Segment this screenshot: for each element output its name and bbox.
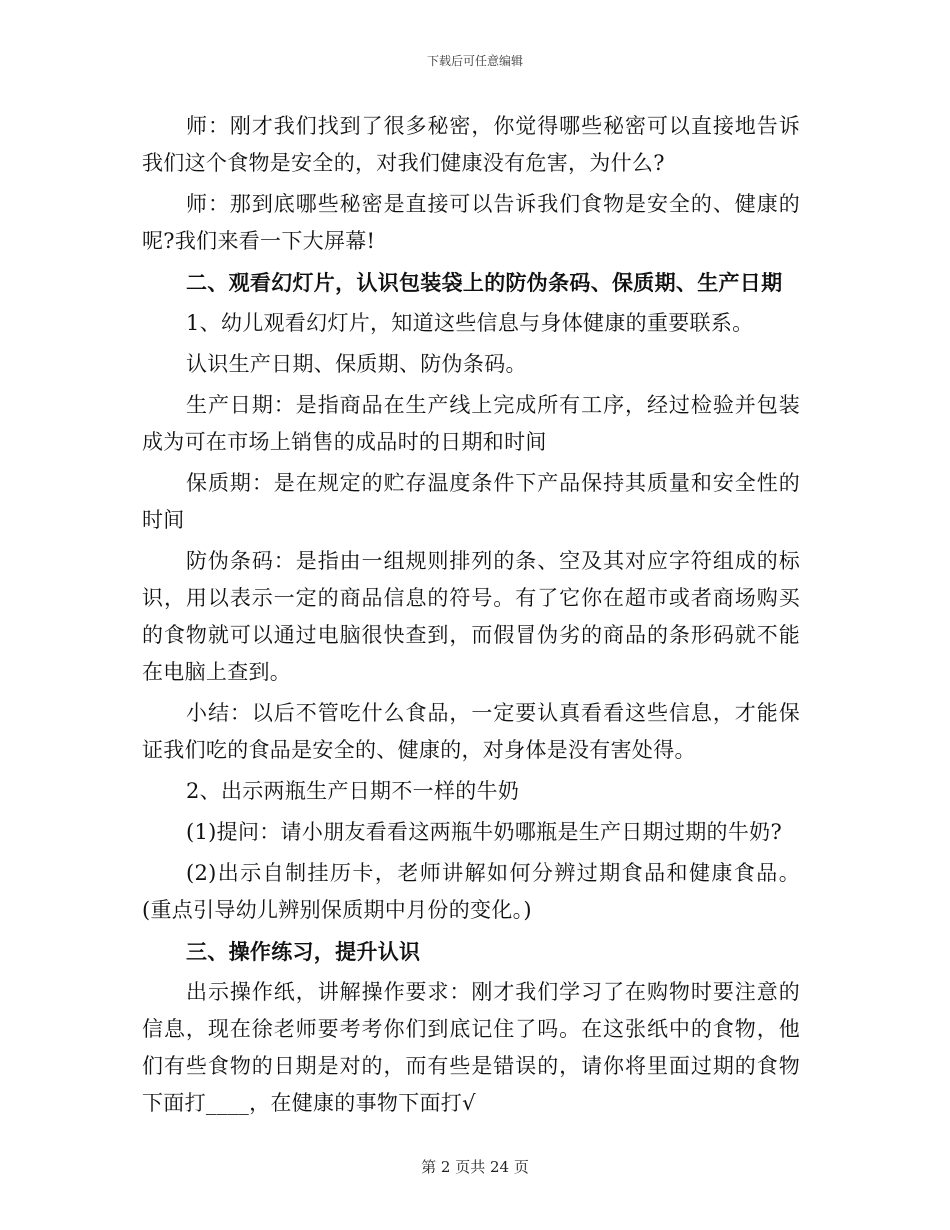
- paragraph-shelf-life: 保质期：是在规定的贮存温度条件下产品保持其质量和安全性的时间: [142, 471, 800, 532]
- paragraph-barcode: 防伪条码：是指由一组规则排列的条、空及其对应字符组成的标识，用以表示一定的商品信息的符号。有了它你在超市或者商场购买的食物就可以通过电脑很快查到，而假冒伪劣的商品的条形码就不能在电脑上查到。: [142, 549, 800, 684]
- paragraph-production-date: 生产日期：是指商品在生产线上完成所有工序，经过检验并包装成为可在市场上销售的成品时的日期和时间: [142, 393, 800, 454]
- page-header: 下载后可任意编辑: [426, 54, 523, 68]
- section-heading-3: 三、操作练习，提升认识: [186, 939, 421, 964]
- paragraph-operation: 出示操作纸，讲解操作要求：刚才我们学习了在购物时要注意的信息，现在徐老师要考考你们到底记住了吗。在这张纸中的食物，他们有些食物的日期是对的，而有些是错误的，请你将里面过期的食物下面打____，在健康的事物下面打√: [142, 980, 800, 1115]
- paragraph-sub-item-2: (2)出示自制挂历卡，老师讲解如何分辨过期食品和健康食品。(重点引导幼儿辨别保质期中月份的变化。): [142, 861, 800, 922]
- document-body: [142, 108, 800, 1122]
- paragraph-item-1: 1、幼儿观看幻灯片，知道这些信息与身体健康的重要联系。: [186, 311, 754, 335]
- paragraph-recognize: 认识生产日期、保质期、防伪条码。: [186, 352, 527, 376]
- paragraph-teacher-question-2: 师：那到底哪些秘密是直接可以告诉我们食物是安全的、健康的呢?我们来看一下大屏幕!: [142, 192, 800, 253]
- paragraph-sub-item-1: (1)提问：请小朋友看看这两瓶牛奶哪瓶是生产日期过期的牛奶?: [186, 820, 783, 844]
- paragraph-item-2: 2、出示两瓶生产日期不一样的牛奶: [186, 779, 520, 803]
- page-footer: 第 2 页共 24 页: [421, 1158, 529, 1176]
- section-heading-2: 二、观看幻灯片，认识包装袋上的防伪条码、保质期、生产日期: [186, 270, 783, 295]
- paragraph-teacher-question-1: 师：刚才我们找到了很多秘密，你觉得哪些秘密可以直接地告诉我们这个食物是安全的，对我们健康没有危害，为什么?: [142, 114, 800, 175]
- paragraph-summary: 小结：以后不管吃什么食品，一定要认真看看这些信息，才能保证我们吃的食品是安全的、健康的，对身体是没有害处得。: [142, 701, 800, 762]
